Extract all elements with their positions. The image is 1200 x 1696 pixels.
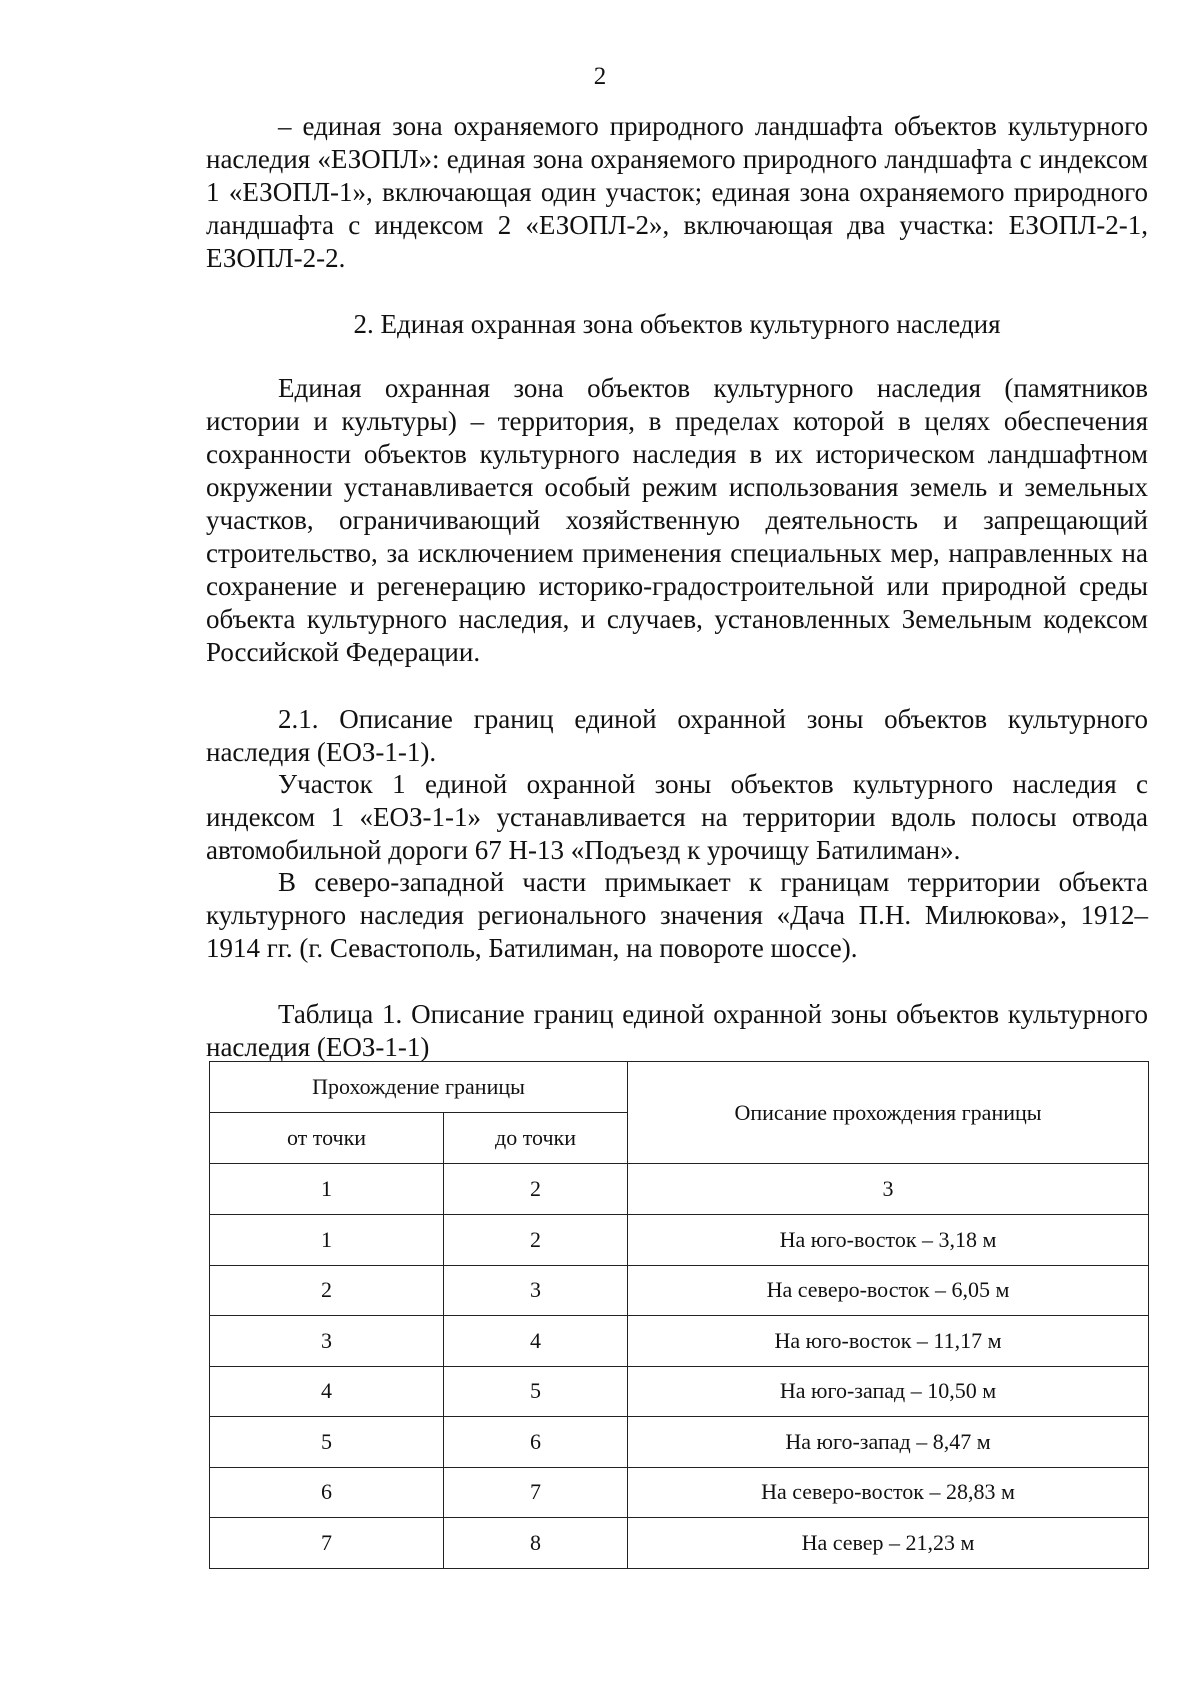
description-cell: На юго-восток – 3,18 м [628,1215,1149,1266]
from-point-cell: 3 [210,1316,444,1367]
boundary-table [209,1061,1149,1569]
header-boundary-passage: Прохождение границы [210,1062,628,1113]
table-row [210,1417,1149,1468]
table-row [210,1316,1149,1367]
description-cell: На северо-восток – 28,83 м [628,1467,1149,1518]
to-point-cell: 7 [444,1467,628,1518]
intro-text: – единая зона охраняемого природного ландшафта объектов культурного наследия «ЕЗОПЛ»: единая зона охраняемого природного ландшафта с индексом 1 «ЕЗОПЛ-1», включающая один участок; единая зона охраняемого природного ландшафта с индексом 2 «ЕЗОПЛ-2», включающая два участка: ЕЗОПЛ-2-1, ЕЗОПЛ-2-2. [206,111,1148,273]
section-heading: 2. Единая охранная зона объектов культурного наследия [353,309,1001,339]
northwest-note-text: В северо-западной части примыкает к границам территории объекта культурного наследия регионального значения «Дача П.Н. Милюкова», 1912–1914 гг. (г. Севастополь, Батилиман, на повороте шоссе). [206,867,1148,963]
table-row [210,1215,1149,1266]
header-boundary-description: Описание прохождения границы [628,1062,1149,1164]
from-point-cell: 4 [210,1366,444,1417]
to-point-cell: 5 [444,1366,628,1417]
northwest-note-paragraph [206,866,1148,965]
plot-description-paragraph [206,768,1148,867]
page-number: 2 [593,63,607,90]
description-cell: На юго-запад – 10,50 м [628,1366,1149,1417]
definition-paragraph [206,372,1148,669]
column-number-1: 1 [210,1164,444,1215]
to-point-cell: 2 [444,1215,628,1266]
definition-text: Единая охранная зона объектов культурного наследия (памятников истории и культуры) – территория, в пределах которой в целях обеспечения сохранности объектов культурного наследия в их историческом ландшафтном окружении устанавливается особый режим использования земель и земельных участков, ограничивающий хозяйственную деятельность и запрещающий строительство, за исключением применения специальных мер, направленных на сохранение и регенерацию историко-градостроительной или природной среды объекта культурного наследия, и случаев, установленных Земельным кодексом Российской Федерации. [206,373,1148,667]
to-point-cell: 3 [444,1265,628,1316]
table-row [210,1366,1149,1417]
plot-description-text: Участок 1 единой охранной зоны объектов культурного наследия с индексом 1 «ЕОЗ-1-1» устанавливается на территории вдоль полосы отвода автомобильной дороги 67 Н-13 «Подъезд к урочищу Батилиман». [206,769,1148,865]
from-point-cell: 7 [210,1518,444,1569]
column-number-3: 3 [628,1164,1149,1215]
table-caption [206,998,1148,1064]
subsection-paragraph [206,703,1148,769]
column-number-2: 2 [444,1164,628,1215]
from-point-cell: 5 [210,1417,444,1468]
subsection-title: 2.1. Описание границ единой охранной зоны объектов культурного наследия (ЕОЗ-1-1). [206,704,1148,767]
to-point-cell: 4 [444,1316,628,1367]
description-cell: На север – 21,23 м [628,1518,1149,1569]
header-to-point: до точки [444,1113,628,1164]
table-row [210,1467,1149,1518]
intro-paragraph [206,110,1148,275]
from-point-cell: 2 [210,1265,444,1316]
from-point-cell: 1 [210,1215,444,1266]
description-cell: На юго-запад – 8,47 м [628,1417,1149,1468]
to-point-cell: 6 [444,1417,628,1468]
to-point-cell: 8 [444,1518,628,1569]
table-caption-text: Таблица 1. Описание границ единой охранной зоны объектов культурного наследия (ЕОЗ-1-1) [206,999,1148,1062]
table-row [210,1518,1149,1569]
header-from-point: от точки [210,1113,444,1164]
table-row [210,1265,1149,1316]
description-cell: На северо-восток – 6,05 м [628,1265,1149,1316]
description-cell: На юго-восток – 11,17 м [628,1316,1149,1367]
from-point-cell: 6 [210,1467,444,1518]
